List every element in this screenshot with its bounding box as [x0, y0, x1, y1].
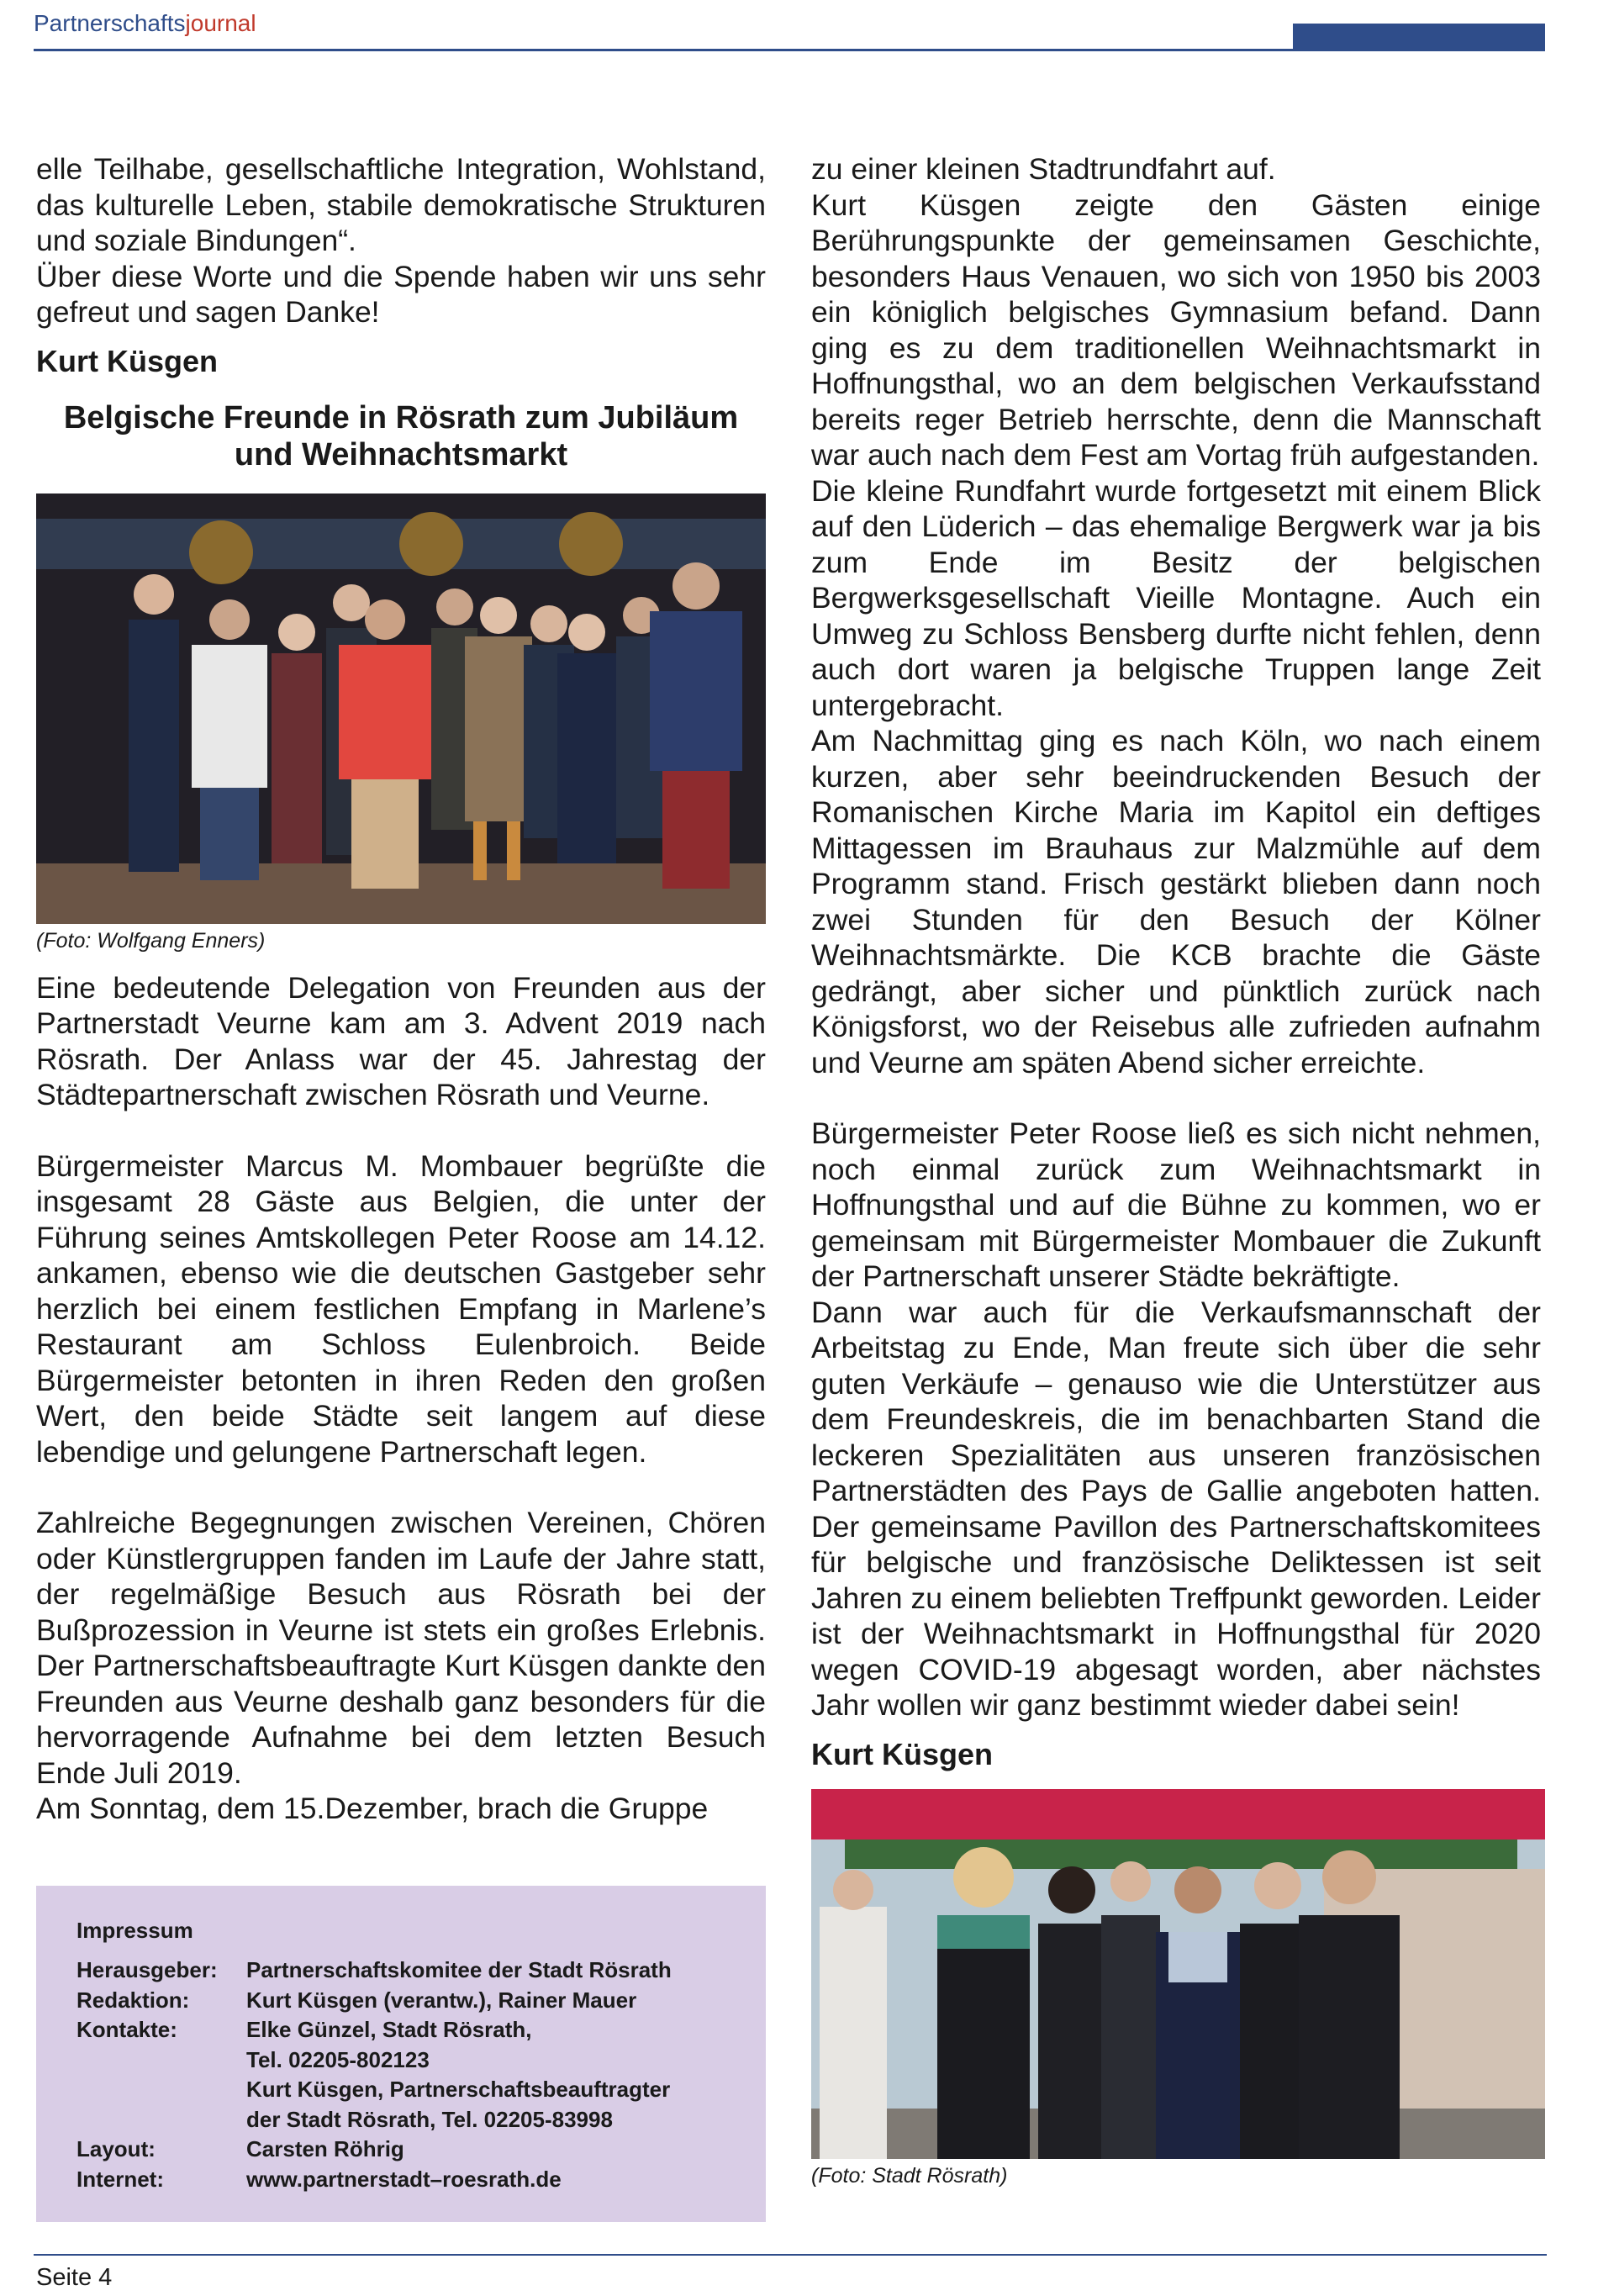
paragraph-sales: Dann war auch für die Verkaufsmannschaft der Arbeitstag zu Ende, Man freute sich über die sehr guten Verkäufe – genauso wie die Unterstützer aus dem Freundeskreis, die im benachbarten Stand die leckeren Spezialitäten aus unseren französischen Partnerstädten des Pays de Gallie angeboten hatten. Der gemeinsame Pavillon des Partnerschaftskomitees für belgische und französische Deliktessen ist seit Jahren zu einem beliebten Treffpunkt geworden. Leider ist der Weihnachtsmarkt in Hoffnungsthal für 2020 wegen COVID-19 abgesagt worden, aber nächstes Jahr wollen wir ganz bestimmt wieder dabei sein! — [811, 1295, 1541, 1722]
page-number: Seite 4 — [36, 2264, 113, 2291]
impressum-box — [36, 1886, 766, 2222]
impressum-value: Carsten Röhrig — [246, 2136, 404, 2161]
impressum-key: Kontakte: — [76, 2017, 177, 2042]
impressum-row — [76, 2165, 725, 2195]
impressum-row — [76, 1956, 725, 1986]
author-signature: Kurt Küsgen — [36, 343, 218, 378]
market-photo-illustration — [811, 1789, 1545, 2159]
journal-title-main: Partnerschafts — [34, 10, 186, 36]
impressum-value: www.partnerstadt–roesrath.de — [246, 2166, 562, 2192]
market-photo — [811, 1789, 1545, 2159]
impressum-row — [76, 2045, 725, 2076]
photo-2-caption: (Foto: Stadt Rösrath) — [811, 2163, 1008, 2188]
photo-1-caption: (Foto: Wolfgang Enners) — [36, 928, 266, 953]
impressum-row — [76, 2135, 725, 2165]
impressum-row — [76, 1986, 725, 2016]
header-rule — [34, 49, 1295, 51]
right-column — [811, 151, 1541, 2205]
journal-title — [34, 10, 256, 37]
paragraph-history: Kurt Küsgen zeigte den Gästen einige Berührungspunkte der gemeinsamen Geschichte, besonders Haus Venauen, wo sich von 1950 bis 2003 ein königlich belgisches Gymnasium befand. Dann ging es zu dem traditionellen Weihnachtsmarkt in Hoffnungsthal, wo an dem belgischen Verkaufsstand bereits reger Betrieb herrschte, denn die Mannschaft war auch nach dem Fest am Vortag früh aufgestanden. — [811, 187, 1541, 472]
paragraph-sunday: Am Sonntag, dem 15.Dezember, brach die Gruppe — [36, 1792, 709, 1825]
impressum-value: Partnerschaftskomitee der Stadt Rösrath — [246, 1957, 672, 1982]
impressum-row — [76, 2075, 725, 2105]
impressum-title: Impressum — [76, 1918, 193, 1943]
paragraph-encounters: Zahlreiche Begegnungen zwischen Vereinen, Chören oder Künstlergruppen fanden im Laufe der Jahre statt, der regelmäßige Besuch aus Rösrath bei der Bußprozession in Veurne ist stets ein großes Erlebnis. Der Partnerschaftsbeauftragte Kurt Küsgen dankte den Freunden aus Veurne deshalb ganz besonders für die hervorragende Aufnahme bei dem letzten Besuch Ende Juli 2019. — [36, 1506, 766, 1790]
impressum-key — [76, 2075, 246, 2105]
impressum-key: Herausgeber: — [76, 1957, 218, 1982]
paragraph-delegation: Eine bedeutende Delegation von Freunden aus der Partnerstadt Veurne kam am 3. Advent 2019 nach Rösrath. Der Anlass war der 45. Jahrestag der Städtepartnerschaft zwischen Rösrath und Veurne. — [36, 970, 766, 1111]
impressum-key: Internet: — [76, 2166, 164, 2192]
impressum-row — [76, 2105, 725, 2135]
group-photo — [36, 494, 766, 924]
impressum-value: Elke Günzel, Stadt Rösrath, — [246, 2017, 532, 2042]
footer-rule — [34, 2254, 1547, 2256]
paragraph-luederich: Die kleine Rundfahrt wurde fortgesetzt mit einem Blick auf den Lüderich – das ehemalige Bergwerk war ja bis zum Ende im Besitz der belgischen Bergwerksgesellschaft Vieille Montagne. Auch ein Umweg zu Schloss Bensberg durfte nicht fehlen, denn auch dort waren ja belgische Truppen lange Zeit untergebracht. — [811, 473, 1541, 722]
paragraph-city-tour: zu einer kleinen Stadtrundfahrt auf. — [811, 152, 1276, 186]
impressum-value: Kurt Küsgen, Partnerschaftsbeauftragter — [246, 2077, 671, 2102]
impressum-value: der Stadt Rösrath, Tel. 02205-83998 — [246, 2106, 613, 2132]
impressum-key — [76, 2045, 246, 2076]
group-photo-illustration — [36, 494, 766, 924]
intro-paragraph-2: Über diese Worte und die Spende haben wir uns sehr gefreut und sagen Danke! — [36, 259, 766, 329]
impressum-key: Layout: — [76, 2136, 156, 2161]
impressum-key — [76, 2105, 246, 2135]
paragraph-mayor: Bürgermeister Marcus M. Mombauer begrüßte die insgesamt 28 Gäste aus Belgien, die unter der Führung seines Amtskollegen Peter Roose am 14.12. ankamen, ebenso wie die deutschen Gastgeber sehr herzlich bei einem festlichen Empfang in Marlene’s Restaurant am Schloss Eulenbroich. Beide Bürgermeister betonten in ihren Reden den großen Wert, den beide Städte seit langem auf diese lebendige und gelungene Partnerschaft legen. — [36, 1148, 766, 1469]
impressum-key: Redaktion: — [76, 1987, 190, 2013]
impressum-value: Tel. 02205-802123 — [246, 2046, 430, 2072]
impressum-row — [76, 2015, 725, 2045]
author-signature-2: Kurt Küsgen — [811, 1736, 993, 1771]
article-title: Belgische Freunde in Rösrath zum Jubiläum und Weihnachtsmarkt — [63, 399, 739, 472]
journal-title-accent: journal — [185, 10, 256, 36]
impressum-value: Kurt Küsgen (verantw.), Rainer Mauer — [246, 1987, 637, 2013]
paragraph-roose: Bürgermeister Peter Roose ließ es sich nicht nehmen, noch einmal zurück zum Weihnachtsmarkt in Hoffnungsthal und auf die Bühne zu kommen, wo er gemeinsam mit Bürgermeister Mombauer die Zukunft der Partnerschaft unserer Städte bekräftigte. — [811, 1116, 1541, 1293]
left-column — [36, 151, 766, 1827]
paragraph-cologne: Am Nachmittag ging es nach Köln, wo nach einem kurzen, aber sehr beeindruckenden Besuch der Romanischen Kirche Maria im Kapitol ein deftiges Mittagessen im Brauhaus zur Malzmühle auf dem Programm stand. Frisch gestärkt blieben dann noch zwei Stunden für den Besuch der Kölner Weihnachtsmärkte. Die KCB brachte die Gäste gedrängt, aber sicher und pünktlich zurück nach Königsforst, wo der Reisebus alle zufrieden aufnahm und Veurne am späten Abend sicher erreichte. — [811, 724, 1541, 1079]
header-bar — [1293, 24, 1545, 51]
intro-paragraph: elle Teilhabe, gesellschaftliche Integration, Wohlstand, das kulturelle Leben, stabile demokratische Strukturen und soziale Bindungen“. — [36, 152, 766, 257]
